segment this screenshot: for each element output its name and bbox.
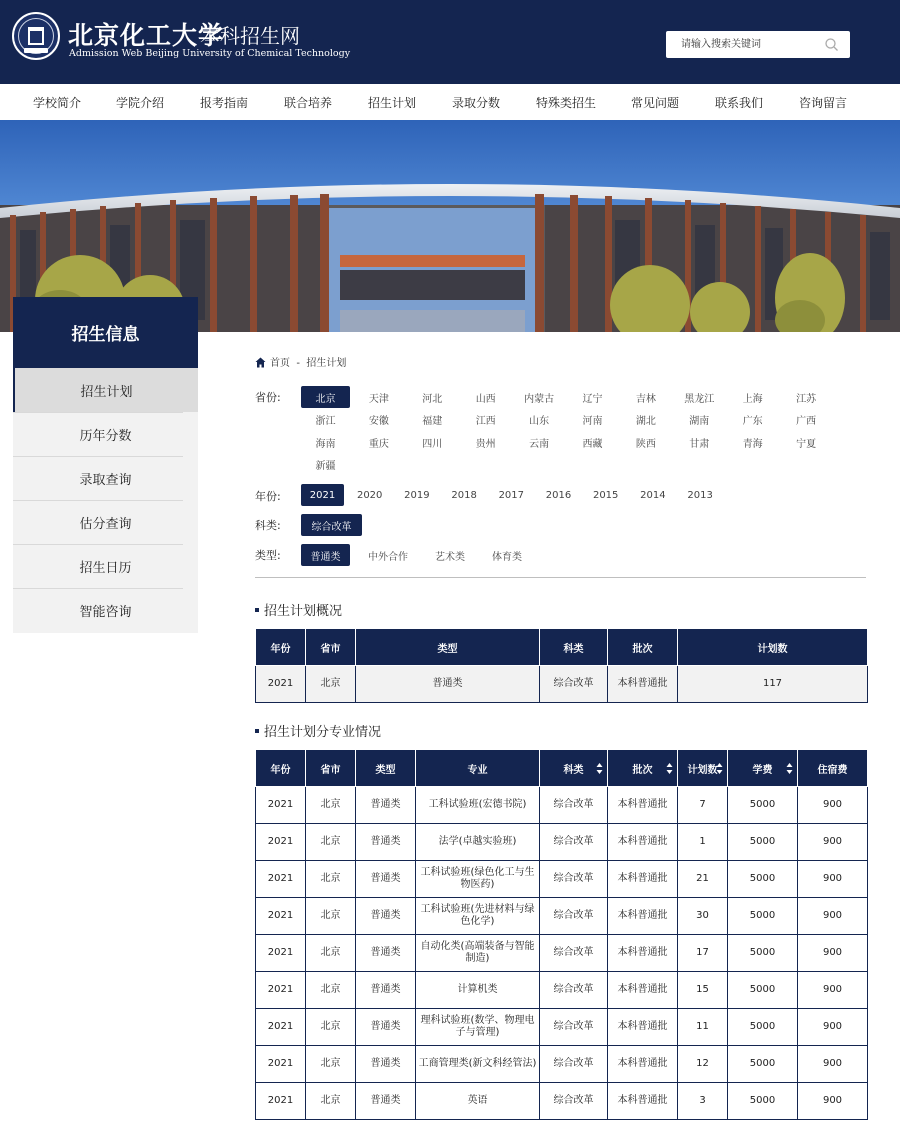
- province-option[interactable]: 吉林: [635, 393, 656, 405]
- header-label: 省市: [320, 643, 341, 655]
- province-option[interactable]: 广东: [742, 416, 763, 427]
- province-option[interactable]: 天津: [368, 393, 389, 405]
- detail-cell: 综合改革: [540, 1083, 608, 1120]
- detail-cell: 本科普通批: [608, 861, 678, 898]
- type-option[interactable]: 中外合作: [368, 551, 408, 563]
- breadcrumb-home[interactable]: 首页: [270, 358, 290, 369]
- summary-cell: 北京: [306, 666, 356, 703]
- year-option[interactable]: 2015: [592, 489, 619, 501]
- sidebar-item-enrollment-plan[interactable]: 招生计划: [13, 368, 198, 412]
- province-option[interactable]: 辽宁: [582, 393, 603, 405]
- province-option[interactable]: 重庆: [368, 438, 389, 450]
- summary-header-cell: [256, 629, 306, 666]
- search-box: [666, 31, 850, 58]
- province-option[interactable]: 湖南: [689, 416, 710, 427]
- summary-header-row: [256, 629, 868, 666]
- year-label: 年份:: [255, 490, 281, 503]
- province-option[interactable]: 湖北: [635, 416, 656, 427]
- detail-cell: 理科试验班(数学、物理电子与管理): [416, 1009, 540, 1046]
- breadcrumb: [255, 354, 346, 369]
- summary-header-cell: [306, 629, 356, 666]
- province-option[interactable]: 内蒙古: [524, 393, 555, 405]
- detail-cell: 综合改革: [540, 861, 608, 898]
- header-label: 年份: [270, 643, 291, 655]
- detail-header-cell: [306, 750, 356, 787]
- detail-section-title: 招生计划分专业情况: [255, 721, 381, 740]
- detail-cell: 普通类: [356, 898, 416, 935]
- detail-cell: 北京: [306, 787, 356, 824]
- sort-icon[interactable]: [666, 762, 673, 775]
- summary-cell: 本科普通批: [608, 666, 678, 703]
- search-icon[interactable]: [823, 36, 841, 54]
- detail-cell: 2021: [256, 935, 306, 972]
- detail-cell: 综合改革: [540, 1046, 608, 1083]
- summary-cell: 2021: [256, 666, 306, 703]
- detail-header-row: [256, 750, 868, 787]
- province-option[interactable]: 云南: [529, 438, 550, 450]
- detail-header-cell[interactable]: [678, 750, 728, 787]
- detail-cell: 北京: [306, 1083, 356, 1120]
- filter-divider: [255, 577, 866, 578]
- province-option[interactable]: 陕西: [635, 438, 656, 450]
- detail-cell: 法学(卓越实验班): [416, 824, 540, 861]
- detail-cell: 北京: [306, 972, 356, 1009]
- province-option[interactable]: 江西: [475, 416, 496, 427]
- province-option[interactable]: 新疆: [315, 461, 336, 472]
- detail-cell: 普通类: [356, 824, 416, 861]
- detail-cell: 5000: [728, 898, 798, 935]
- detail-cell: 综合改革: [540, 787, 608, 824]
- header-label: 类型: [437, 643, 458, 655]
- detail-cell: 普通类: [356, 1009, 416, 1046]
- detail-cell: 普通类: [356, 972, 416, 1009]
- subject-option[interactable]: 综合改革: [301, 514, 362, 536]
- summary-table: [255, 628, 868, 703]
- summary-cell: 综合改革: [540, 666, 608, 703]
- province-option[interactable]: 海南: [315, 438, 336, 450]
- year-option[interactable]: 2019: [404, 489, 430, 501]
- province-option[interactable]: 山西: [475, 393, 496, 405]
- year-option[interactable]: 2021: [301, 484, 344, 506]
- search-input[interactable]: [666, 31, 816, 58]
- province-option[interactable]: 河南: [582, 416, 603, 427]
- detail-cell: 综合改革: [540, 1009, 608, 1046]
- detail-cell: 北京: [306, 935, 356, 972]
- detail-cell: 本科普通批: [608, 898, 678, 935]
- main-nav: [0, 84, 900, 120]
- detail-cell: 北京: [306, 1046, 356, 1083]
- detail-cell: 2021: [256, 898, 306, 935]
- detail-cell: 2021: [256, 861, 306, 898]
- year-option[interactable]: 2020: [356, 489, 383, 501]
- detail-cell: 2021: [256, 824, 306, 861]
- header-label: 批次: [632, 643, 653, 655]
- province-option[interactable]: 黑龙江: [684, 393, 715, 405]
- detail-cell: 2021: [256, 787, 306, 824]
- detail-cell: 5000: [728, 1046, 798, 1083]
- detail-header-cell[interactable]: [540, 750, 608, 787]
- detail-cell: 12: [678, 1046, 728, 1083]
- province-option[interactable]: 福建: [422, 416, 443, 427]
- type-option[interactable]: 体育类: [492, 551, 522, 563]
- detail-cell: 2021: [256, 1046, 306, 1083]
- detail-cell: 北京: [306, 861, 356, 898]
- detail-cell: 综合改革: [540, 898, 608, 935]
- nav-item-enrollment-plan[interactable]: 招生计划: [368, 96, 417, 110]
- detail-cell: 计算机类: [416, 972, 540, 1009]
- nav-item-contact[interactable]: 联系我们: [715, 96, 764, 110]
- year-option[interactable]: 2018: [451, 489, 477, 501]
- detail-cell: 综合改革: [540, 935, 608, 972]
- nav-item-faq[interactable]: 常见问题: [631, 96, 680, 110]
- sort-icon[interactable]: [596, 762, 603, 775]
- province-option[interactable]: 甘肃: [689, 438, 710, 450]
- summary-header-cell: [540, 629, 608, 666]
- detail-header-cell: [416, 750, 540, 787]
- province-option[interactable]: 江苏: [796, 393, 817, 405]
- detail-cell: 本科普通批: [608, 1083, 678, 1120]
- sidebar-item-smart-consult[interactable]: 智能咨询: [79, 604, 132, 620]
- header-label: 住宿费: [817, 764, 848, 776]
- breadcrumb-current[interactable]: 招生计划: [306, 358, 347, 369]
- detail-cell: 普通类: [356, 1046, 416, 1083]
- sidebar-item-calendar[interactable]: 招生日历: [79, 560, 132, 576]
- header-label: 科类: [563, 764, 584, 776]
- detail-cell: 2021: [256, 1009, 306, 1046]
- home-icon[interactable]: [255, 357, 266, 368]
- summary-header-cell: [608, 629, 678, 666]
- detail-cell: 900: [798, 935, 868, 972]
- header-label: 省市: [320, 764, 341, 776]
- university-seal-icon[interactable]: [12, 12, 60, 60]
- summary-cell: 117: [678, 666, 868, 703]
- detail-row: [256, 1009, 868, 1046]
- year-option[interactable]: 2017: [498, 489, 525, 501]
- detail-cell: 900: [798, 787, 868, 824]
- detail-row: [256, 935, 868, 972]
- detail-cell: 5000: [728, 1083, 798, 1120]
- detail-cell: 3: [678, 1083, 728, 1120]
- detail-cell: 北京: [306, 1009, 356, 1046]
- detail-cell: 5000: [728, 824, 798, 861]
- nav-item-application-guide[interactable]: 报考指南: [200, 96, 249, 110]
- year-option[interactable]: 2014: [640, 489, 666, 501]
- nav-item-message[interactable]: 咨询留言: [799, 96, 848, 110]
- detail-cell: 2021: [256, 1083, 306, 1120]
- detail-cell: 普通类: [356, 935, 416, 972]
- detail-row: [256, 824, 868, 861]
- summary-header-cell: [356, 629, 540, 666]
- detail-cell: 5000: [728, 972, 798, 1009]
- logo-subtitle: 本科招生网: [200, 24, 300, 48]
- sort-icon[interactable]: [716, 762, 723, 775]
- detail-cell: 普通类: [356, 861, 416, 898]
- header-label: 计划数: [687, 764, 718, 776]
- header-label: 专业: [467, 764, 488, 776]
- detail-cell: 900: [798, 898, 868, 935]
- seal-ribbon-shape: [24, 48, 48, 53]
- detail-cell: 北京: [306, 898, 356, 935]
- sidebar-item-admission-query[interactable]: 录取查询: [79, 472, 132, 488]
- seal-gate-shape: [28, 27, 44, 45]
- province-label: 省份:: [255, 391, 281, 404]
- province-option[interactable]: 北京: [301, 386, 350, 408]
- year-option[interactable]: 2013: [687, 489, 713, 501]
- logo-english: Admission Web Beijing University of Chemical Technology: [69, 48, 351, 59]
- detail-cell: 本科普通批: [608, 935, 678, 972]
- type-option[interactable]: 普通类: [301, 544, 350, 566]
- province-option[interactable]: 宁夏: [796, 438, 817, 450]
- detail-cell: 900: [798, 824, 868, 861]
- site-header: [0, 0, 900, 84]
- header-label: 计划数: [757, 643, 788, 655]
- detail-cell: 900: [798, 1083, 868, 1120]
- detail-cell: 工科试验班(宏德书院): [416, 787, 540, 824]
- detail-cell: 5000: [728, 1009, 798, 1046]
- detail-cell: 北京: [306, 824, 356, 861]
- detail-cell: 5000: [728, 935, 798, 972]
- detail-cell: 7: [678, 787, 728, 824]
- detail-cell: 本科普通批: [608, 824, 678, 861]
- detail-cell: 工科试验班(先进材料与绿色化学): [416, 898, 540, 935]
- detail-header-cell[interactable]: [608, 750, 678, 787]
- detail-cell: 综合改革: [540, 824, 608, 861]
- header-label: 批次: [632, 764, 653, 776]
- year-option[interactable]: 2016: [545, 489, 572, 501]
- detail-cell: 900: [798, 861, 868, 898]
- detail-cell: 21: [678, 861, 728, 898]
- detail-cell: 本科普通批: [608, 972, 678, 1009]
- province-option[interactable]: 青海: [742, 438, 763, 450]
- detail-cell: 本科普通批: [608, 787, 678, 824]
- nav-item-joint-training[interactable]: 联合培养: [284, 96, 333, 110]
- detail-header-cell: [798, 750, 868, 787]
- province-option[interactable]: 四川: [422, 438, 443, 450]
- detail-cell: 本科普通批: [608, 1009, 678, 1046]
- detail-cell: 30: [678, 898, 728, 935]
- summary-cell: 普通类: [356, 666, 540, 703]
- nav-item-special-admission[interactable]: 特殊类招生: [536, 96, 597, 110]
- sidebar-item-past-scores[interactable]: 历年分数: [79, 428, 132, 444]
- detail-cell: 英语: [416, 1083, 540, 1120]
- sidebar-item-score-estimate[interactable]: 估分查询: [79, 516, 132, 532]
- province-option[interactable]: 西藏: [582, 438, 603, 450]
- detail-row: [256, 898, 868, 935]
- detail-cell: 工商管理类(新文科经管法): [416, 1046, 540, 1083]
- detail-cell: 900: [798, 1046, 868, 1083]
- summary-row: [256, 666, 868, 703]
- province-option[interactable]: 山东: [529, 416, 550, 427]
- detail-cell: 17: [678, 935, 728, 972]
- header-label: 科类: [563, 643, 584, 655]
- header-label: 类型: [375, 764, 396, 776]
- detail-header-cell: [356, 750, 416, 787]
- detail-row: [256, 1083, 868, 1120]
- province-option[interactable]: 贵州: [475, 438, 496, 450]
- nav-item-school-intro[interactable]: 学校简介: [33, 96, 82, 110]
- type-option[interactable]: 艺术类: [435, 551, 465, 563]
- detail-cell: 5000: [728, 787, 798, 824]
- detail-cell: 普通类: [356, 787, 416, 824]
- detail-cell: 5000: [728, 861, 798, 898]
- detail-header-cell[interactable]: [728, 750, 798, 787]
- type-label: 类型:: [255, 549, 281, 562]
- detail-cell: 11: [678, 1009, 728, 1046]
- detail-row: [256, 972, 868, 1009]
- detail-row: [256, 787, 868, 824]
- nav-item-admission-scores[interactable]: 录取分数: [452, 96, 501, 110]
- detail-table: [255, 749, 868, 1120]
- header-label: 年份: [270, 764, 291, 776]
- summary-header-cell: [678, 629, 868, 666]
- header-label: 学费: [752, 764, 773, 776]
- detail-row: [256, 1046, 868, 1083]
- detail-cell: 900: [798, 972, 868, 1009]
- sort-icon[interactable]: [786, 762, 793, 775]
- detail-cell: 900: [798, 1009, 868, 1046]
- detail-cell: 2021: [256, 972, 306, 1009]
- province-option[interactable]: 安徽: [368, 416, 389, 427]
- detail-cell: 普通类: [356, 1083, 416, 1120]
- province-option[interactable]: 广西: [796, 416, 817, 427]
- summary-section-title: 招生计划概况: [255, 600, 342, 619]
- detail-cell: 综合改革: [540, 972, 608, 1009]
- detail-header-cell: [256, 750, 306, 787]
- detail-cell: 1: [678, 824, 728, 861]
- province-option[interactable]: 浙江: [315, 416, 336, 427]
- logo-title[interactable]: 北京化工大学: [68, 21, 225, 50]
- breadcrumb-separator: -: [296, 358, 300, 369]
- province-option[interactable]: 上海: [742, 393, 763, 405]
- detail-cell: 15: [678, 972, 728, 1009]
- nav-item-college-intro[interactable]: 学院介绍: [116, 96, 165, 110]
- sidebar-title: 招生信息: [13, 297, 198, 368]
- detail-cell: 工科试验班(绿色化工与生物医药): [416, 861, 540, 898]
- detail-cell: 本科普通批: [608, 1046, 678, 1083]
- detail-row: [256, 861, 868, 898]
- subject-label: 科类:: [255, 519, 281, 532]
- sidebar-menu: [13, 368, 198, 633]
- detail-cell: 自动化类(高端装备与智能制造): [416, 935, 540, 972]
- province-option[interactable]: 河北: [422, 393, 443, 405]
